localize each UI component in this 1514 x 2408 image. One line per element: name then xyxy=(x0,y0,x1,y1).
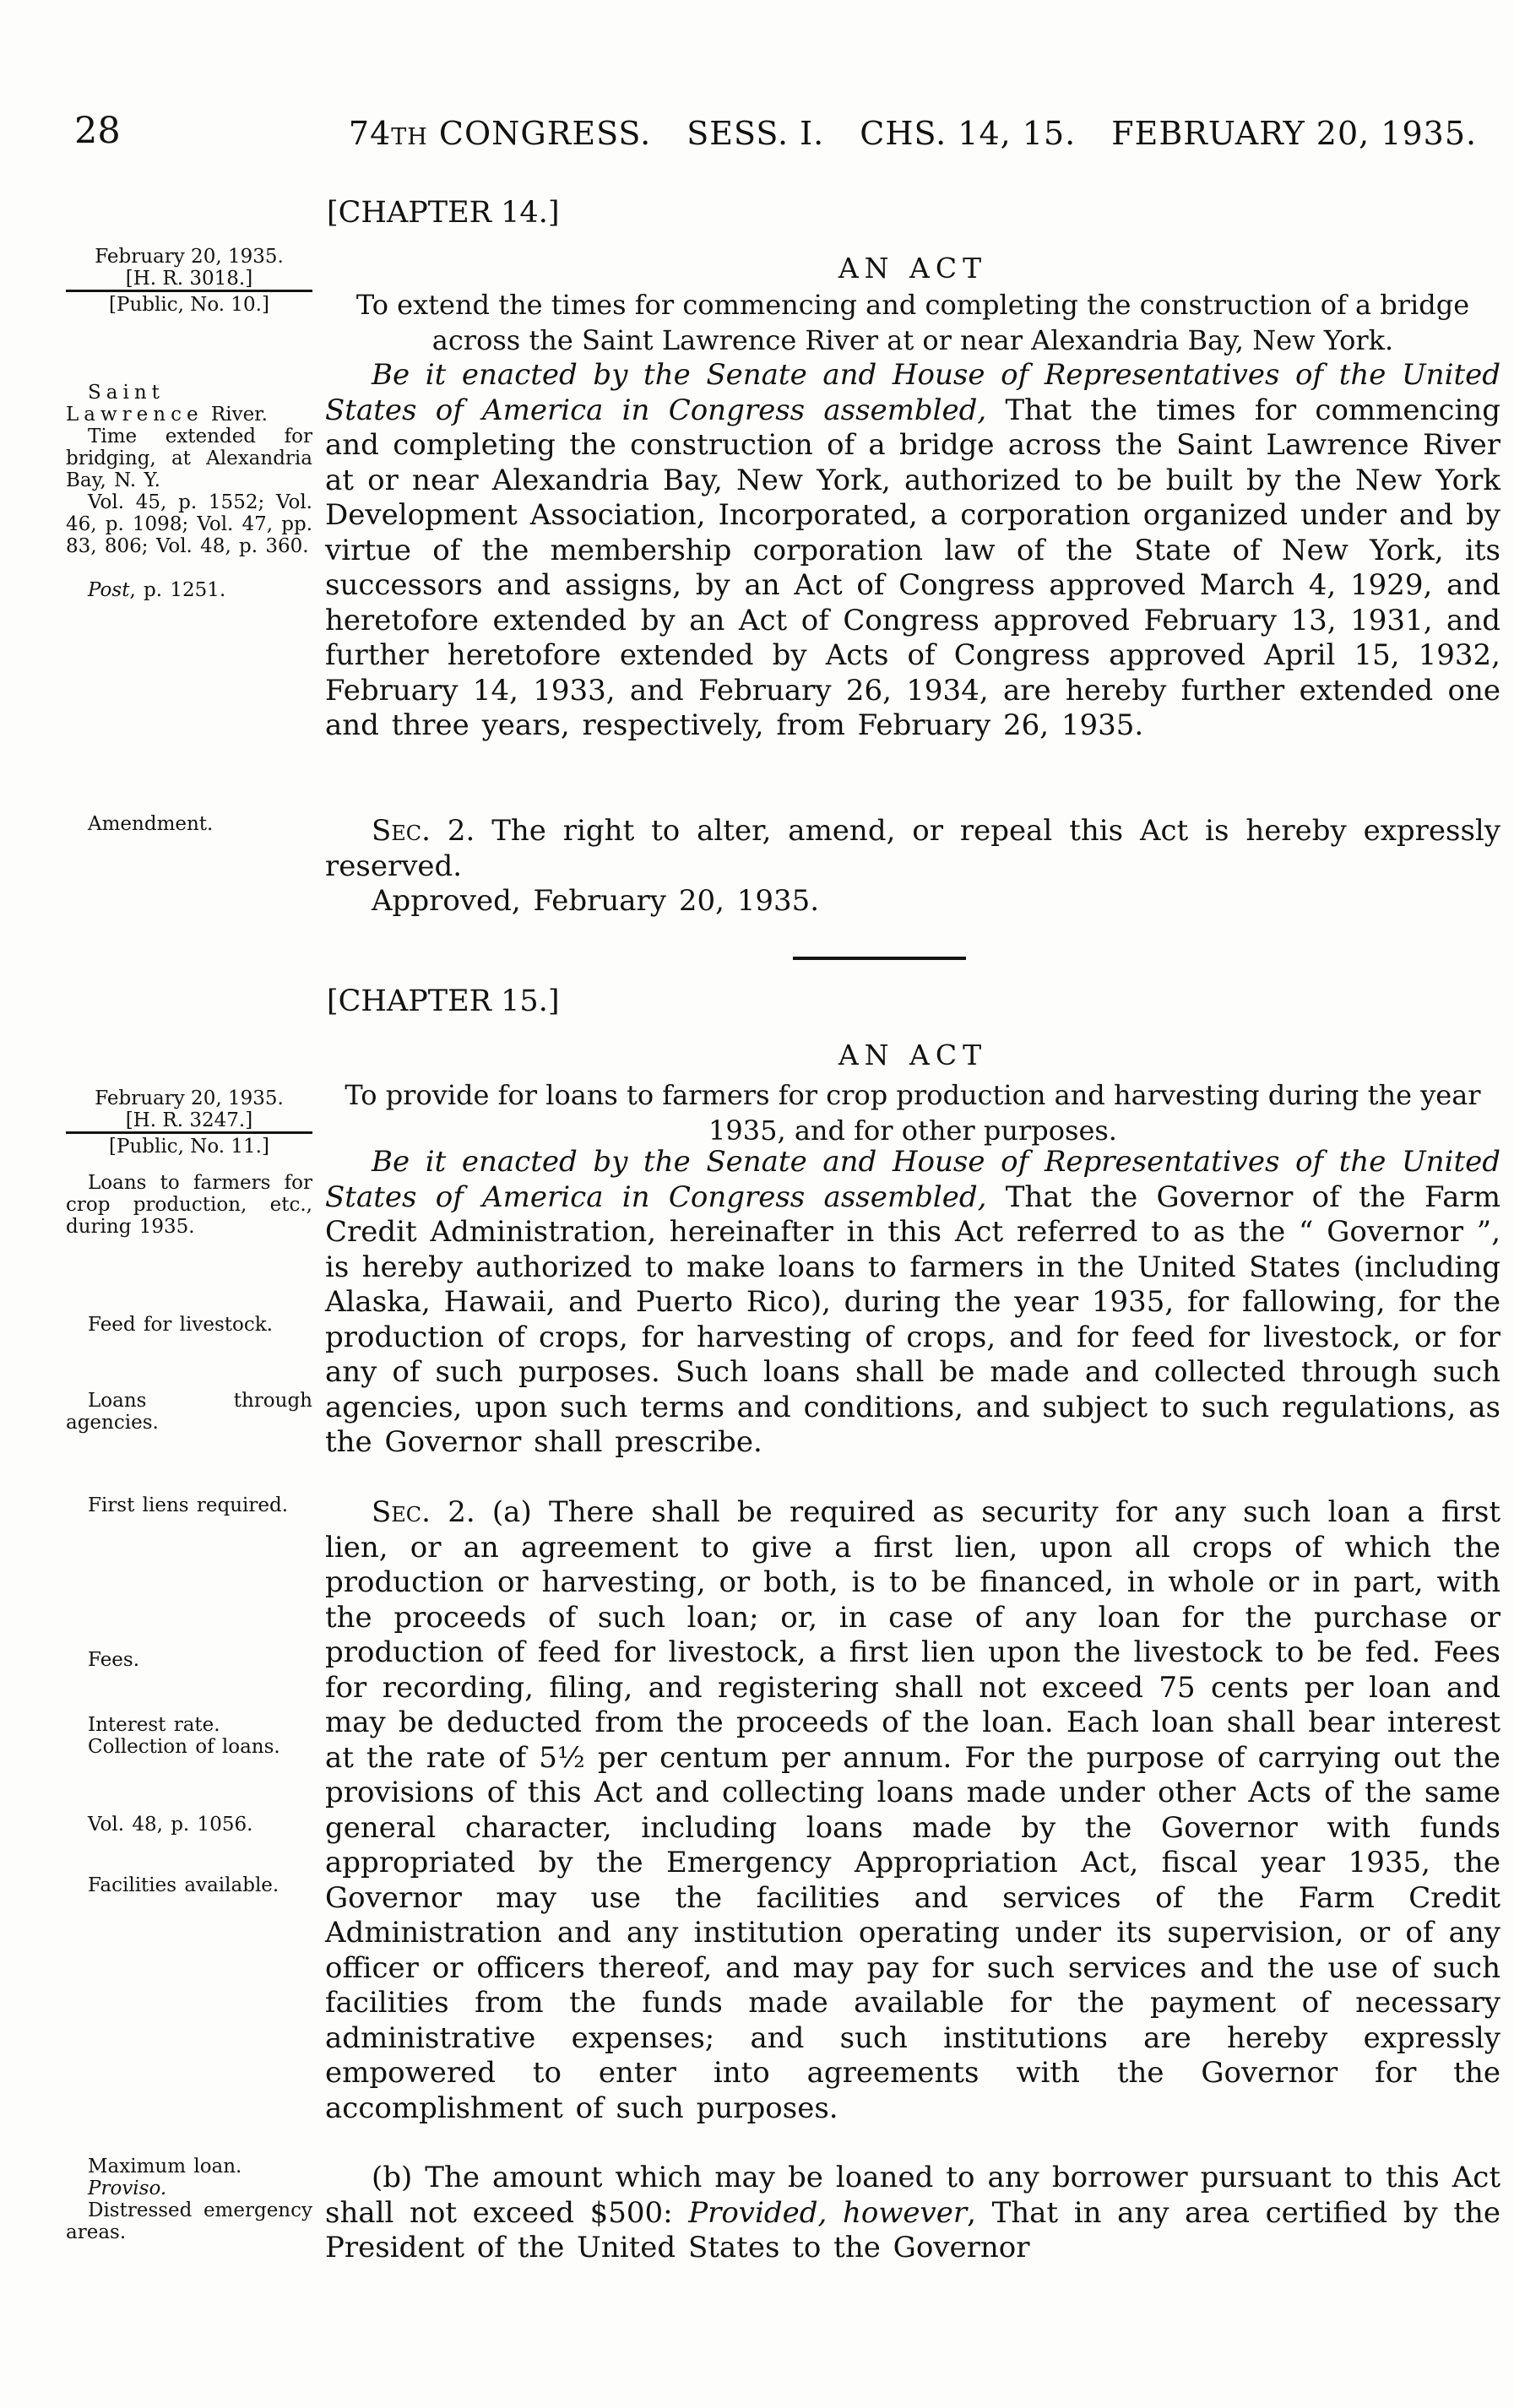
chapter15-label: [CHAPTER 15.] xyxy=(327,984,560,1018)
page-number: 28 xyxy=(74,110,121,152)
margin-note-facilities-available: Facilities available. xyxy=(88,1874,279,1896)
margin-note-loans-through-agencies: Loans through agencies. xyxy=(66,1390,312,1434)
chapter14-label: [CHAPTER 14.] xyxy=(327,196,560,230)
margin-note-maximum-loan: Maximum loan. xyxy=(88,2156,242,2178)
chapter15-enacting-paragraph: Be it enacted by the Senate and House of Representatives of the United States of America in Congress assembled, That the Governor of the Farm Credit Administration, hereinafter in this Act referred to as the “ Governor ”, is hereby authorized to make loans to farmers in the United States (including Alaska, Hawaii, and Puerto Rico), during the year 1935, for fallowing, for the production of crops, for harvesting of crops, and for feed for livestock, or for any of such purposes. Such loans shall be made and collected through such agencies, upon such terms and conditions, and subject to such regulations, as the Governor shall prescribe. xyxy=(325,1145,1500,1459)
chapter15-body xyxy=(325,1145,1500,2266)
margin-note-time-extended: Time extended for bridging, at Alexandria Bay, N. Y. xyxy=(66,426,312,491)
margin-note-saint-lawrence-river: Saint Lawrence River. xyxy=(66,382,268,426)
margin-note-first-liens-required: First liens required. xyxy=(88,1494,289,1516)
chapter14-body xyxy=(325,358,1500,919)
chapter15-section-2a: Sec. 2. (a) There shall be required as security for any such loan a first lien, or an agreement to give a first lien, upon all crops of which the production or harvesting, or both, is to be financed, in whole or in part, with the proceeds of such loan; or, in case of any loan for the purchase or production of feed for livestock, a first lien upon the livestock to be fed. Fees for recording, filing, and registering shall not exceed 75 cents per loan and may be deducted from the proceeds of the loan. Each loan shall bear interest at the rate of 5½ per centum per annum. For the purpose of carrying out the provisions of this Act and collecting loans made under other Acts of the same general character, including loans made by the Governor with funds appropriated by the Emergency Appropriation Act, fiscal year 1935, the Governor may use the facilities and services of the Farm Credit Administration and any institution operating under its supervision, or of any officer or officers thereof, and may pay for such services and the use of such facilities from the funds made available for the payment of necessary administrative expenses; and such institutions are hereby expressly empowered to enter into agreements with the Governor for the accomplishment of such purposes. xyxy=(325,1495,1500,2125)
chapter15-margin-date: February 20, 1935. xyxy=(95,1087,284,1109)
chapter14-an-act-heading: AN ACT xyxy=(838,252,988,285)
chapter14-act-title: To extend the times for commencing and completing the construction of a bridge across the Saint Lawrence River at or near Alexandria Bay, New York. xyxy=(355,289,1470,356)
chapter15-an-act-heading: AN ACT xyxy=(838,1039,988,1071)
chapter15-margin-bill-number: [H. R. 3247.] xyxy=(125,1109,253,1131)
margin-note-distressed-emergency-areas: Distressed emergency areas. xyxy=(66,2199,312,2243)
chapter15-act-title: To provide for loans to farmers for crop production and harvesting during the year 1935, and for other purposes. xyxy=(345,1079,1481,1147)
running-head-date: FEBRUARY 20, 1935. xyxy=(1111,115,1478,152)
margin-note-loans-to-farmers: Loans to farmers for crop production, etc., during 1935. xyxy=(66,1172,312,1238)
margin-note-post-citation: Post, p. 1251. xyxy=(88,579,226,601)
chapter15-margin-date-block xyxy=(66,1087,312,1158)
margin-note-volume-citations: Vol. 45, p. 1552; Vol. 46, p. 1098; Vol. 47, pp. 83, 806; Vol. 48, p. 360. xyxy=(66,491,312,557)
margin-note-feed-for-livestock: Feed for livestock. xyxy=(88,1314,273,1336)
margin-note-fees: Fees. xyxy=(88,1649,140,1671)
chapter14-margin-date: February 20, 1935. xyxy=(95,246,284,268)
running-head-chapters: CHS. 14, 15. xyxy=(860,115,1077,152)
chapter14-margin-bill-number: [H. R. 3018.] xyxy=(125,268,253,290)
chapter14-section-2: Sec. 2. The right to alter, amend, or repeal this Act is hereby expressly reserved. xyxy=(325,814,1500,883)
chapter15-section-2b: (b) The amount which may be loaned to any borrower pursuant to this Act shall not exceed $500: Provided, however, That in any area certified by the President of the United States to the Governor xyxy=(325,2161,1501,2264)
running-head-congress: 74th CONGRESS. xyxy=(348,115,652,152)
margin-note-proviso: Proviso. xyxy=(88,2178,167,2199)
running-head xyxy=(325,115,1500,152)
chapter14-enacting-paragraph: Be it enacted by the Senate and House of Representatives of the United States of America in Congress assembled, That the times for commencing and completing the construction of a bridge across the Saint Lawrence River at or near Alexandria Bay, New York, authorized to be built by the New York Development Association, Incorporated, a corporation organized under and by virtue of the membership corporation law of the State of New York, its successors and assigns, by an Act of Congress approved March 4, 1929, and heretofore extended by an Act of Congress approved February 13, 1931, and further heretofore extended by Acts of Congress approved April 15, 1932, February 14, 1933, and February 26, 1934, are hereby further extended one and three years, respectively, from February 26, 1935. xyxy=(325,358,1500,742)
chapter14-margin-date-block xyxy=(66,246,312,316)
margin-note-vol48-citation: Vol. 48, p. 1056. xyxy=(88,1814,253,1836)
margin-rule xyxy=(66,290,312,292)
margin-note-amendment: Amendment. xyxy=(88,813,214,835)
margin-rule xyxy=(66,1131,312,1134)
running-head-session: SESS. I. xyxy=(686,115,825,152)
margin-note-collection-of-loans: Collection of loans. xyxy=(88,1736,280,1758)
chapter14-margin-public-number: [Public, No. 10.] xyxy=(109,294,269,316)
margin-note-interest-rate: Interest rate. xyxy=(88,1714,220,1736)
chapter-divider-rule xyxy=(793,957,966,960)
chapter15-margin-public-number: [Public, No. 11.] xyxy=(109,1136,269,1158)
chapter14-approved-line: Approved, February 20, 1935. xyxy=(372,884,820,918)
